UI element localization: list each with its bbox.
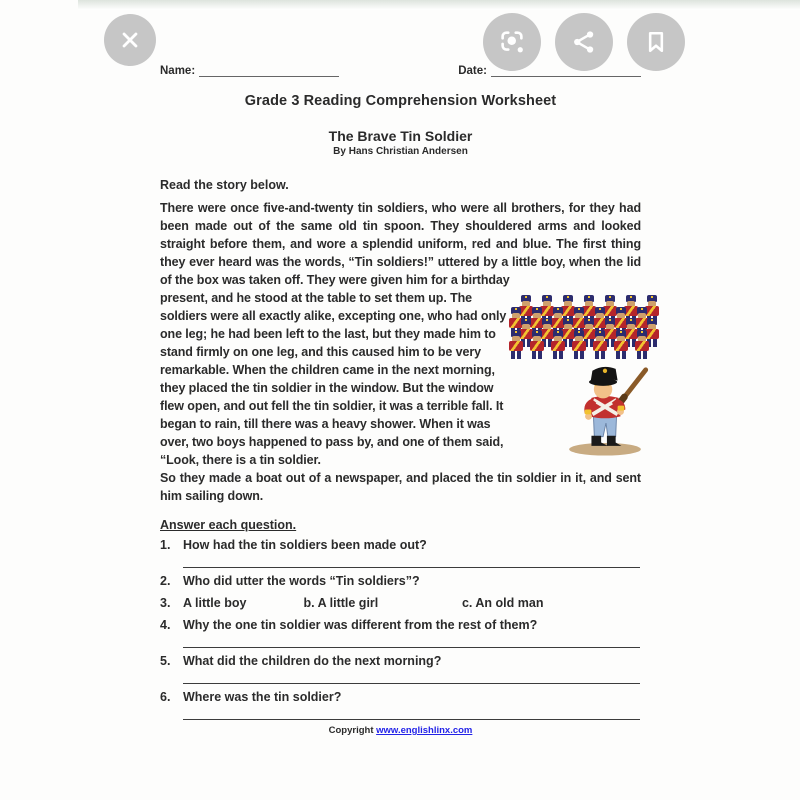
story-paragraph-3: So they made a boat out of a newspaper, and placed the tin soldier in it, and sent him sailing down.	[160, 471, 641, 503]
question-number: 4.	[160, 618, 171, 632]
tin-soldier-small	[549, 330, 566, 359]
question-text: Why the one tin soldier was different from the rest of them?	[183, 618, 538, 632]
question-number: 3.	[160, 596, 171, 610]
question-number: 1.	[160, 538, 171, 552]
lens-icon	[497, 27, 527, 57]
story-byline: By Hans Christian Andersen	[333, 146, 468, 157]
tin-soldier-small	[570, 330, 587, 359]
story-instruction: Read the story below.	[160, 178, 289, 192]
tin-soldier-small	[633, 330, 650, 359]
copyright-label: Copyright	[328, 725, 374, 736]
name-label: Name:	[160, 65, 196, 77]
close-icon	[117, 27, 143, 53]
answer-line	[183, 719, 640, 720]
question-text: Who did utter the words “Tin soldiers”?	[183, 574, 420, 588]
question-1	[160, 537, 641, 554]
illustration-column	[507, 295, 675, 457]
photo-top-edge	[78, 0, 800, 10]
question-3	[160, 595, 641, 612]
question-5	[160, 653, 641, 670]
answer-line	[183, 647, 640, 648]
question-text: What did the children do the next morning?	[183, 654, 442, 668]
question-number: 2.	[160, 574, 171, 588]
question-number: 5.	[160, 654, 171, 668]
copyright-link: www.englishlinx.com	[376, 725, 473, 736]
tin-soldier-small	[528, 330, 545, 359]
worksheet-title: Grade 3 Reading Comprehension Worksheet	[244, 93, 557, 109]
question-6	[160, 689, 641, 706]
story-with-illustration	[160, 289, 641, 469]
share-icon	[570, 28, 598, 56]
option-b: b. A little girl	[303, 596, 379, 610]
question-number: 6.	[160, 690, 171, 704]
question-text: Where was the tin soldier?	[183, 690, 342, 704]
question-4	[160, 617, 641, 634]
share-button[interactable]	[555, 13, 613, 71]
bookmark-button[interactable]	[627, 13, 685, 71]
name-date-row	[160, 64, 641, 77]
story-paragraph-2: present, and he stood at the table to set them up. The soldiers were all exactly alike, excepting one, who had only one leg; he had been left to the last, but they made him to stand firmly on one leg, and this caused him to be very remarkable. When the children came in the next morning, they placed the tin soldier in the window. But the window flew open, and out fell the tin soldier, it was a terrible fall. It began to rain, till there was a heavy shower. When it was over, two boys happened to pass by, and one of them said, “Look, there is a tin soldier.	[160, 291, 507, 467]
lens-button[interactable]	[483, 13, 541, 71]
name-blank-line	[199, 64, 339, 77]
answer-line	[183, 683, 640, 684]
question-text: How had the tin soldiers been made out?	[183, 538, 427, 552]
tin-soldier-small	[507, 330, 524, 359]
story-paragraph-1: There were once five-and-twenty tin soldiers, who were all brothers, for they had been made out of the same old tin spoon. They shouldered arms and looked straight before them, and wore a splendid uniform, red and blue. The first thing they ever heard was the words, “Tin soldiers!” uttered by a little boy, when the lid of the box was taken off. They were given him for a birthday	[160, 201, 641, 287]
question-2	[160, 573, 641, 590]
questions-header: Answer each question.	[160, 518, 297, 532]
story-title: The Brave Tin Soldier	[328, 128, 473, 144]
answer-line	[183, 567, 640, 568]
option-a: A little boy	[183, 596, 247, 610]
date-blank-line	[491, 64, 641, 77]
question-text	[183, 595, 543, 612]
date-label: Date:	[458, 65, 487, 77]
option-c: c. An old man	[461, 596, 544, 610]
tin-soldiers-illustration	[507, 295, 672, 361]
copyright-line	[160, 725, 641, 736]
bookmark-icon	[642, 28, 670, 56]
tin-soldier-small	[612, 330, 629, 359]
close-button[interactable]	[104, 14, 156, 66]
worksheet-page	[160, 64, 641, 736]
tin-soldier-small	[591, 330, 608, 359]
tin-soldier-illustration	[559, 365, 651, 457]
